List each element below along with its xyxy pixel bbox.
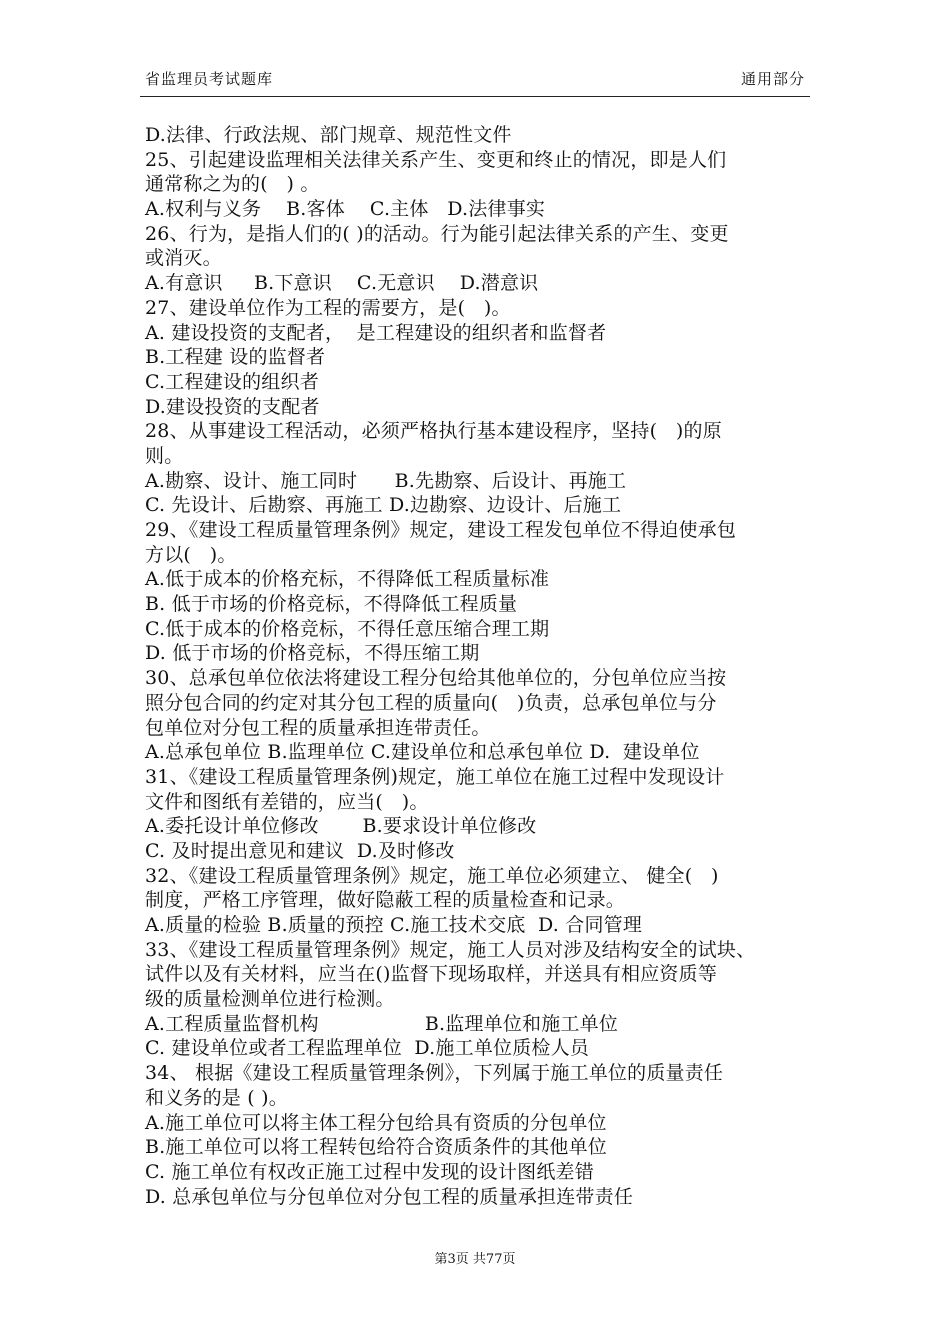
text-line: C.低于成本的价格竞标，不得任意压缩合理工期 — [145, 617, 550, 640]
text-line: 试件以及有关材料，应当在()监督下现场取样，并送具有相应资质等 — [145, 963, 718, 986]
text-line: 28、从事建设工程活动，必须严格执行基本建设程序，坚持( )的原 — [145, 420, 722, 443]
text-line: D.建设投资的支配者 — [145, 395, 320, 418]
text-line: B.工程建 设的监督者 — [145, 346, 326, 369]
text-line: D. 低于市场的价格竞标，不得压缩工期 — [145, 642, 480, 665]
header-title: 省监理员考试题库 — [145, 70, 274, 88]
text-line: A.有意识 B.下意识 C.无意识 D.潜意识 — [145, 272, 539, 295]
text-line: C. 先设计、后勘察、再施工 D.边勘察、边设计、后施工 — [145, 494, 622, 517]
text-line: A.施工单位可以将主体工程分包给具有资质的分包单位 — [145, 1111, 607, 1134]
text-line: 级的质量检测单位进行检测。 — [145, 988, 395, 1011]
text-line: 34、 根据《建设工程质量管理条例》，下列属于施工单位的质量责任 — [145, 1062, 724, 1085]
text-line: A.总承包单位 B.监理单位 C.建设单位和总承包单位 D. 建设单位 — [145, 741, 700, 764]
text-line: C.工程建设的组织者 — [145, 370, 319, 393]
text-line: 32、《建设工程质量管理条例》规定，施工单位必须建立、 健全( ) — [145, 864, 719, 887]
text-line: 33、《建设工程质量管理条例》规定，施工人员对涉及结构安全的试块、 — [145, 938, 756, 961]
text-line: 包单位对分包工程的质量承担连带责任。 — [145, 716, 491, 739]
text-line: D.法律、行政法规、部门规章、规范性文件 — [145, 124, 512, 146]
question-text — [145, 123, 825, 1209]
text-line: A.勘察、设计、施工同时 B.先勘察、后设计、再施工 — [145, 469, 627, 492]
text-line: 27、建设单位作为工程的需要方，是( )。 — [145, 296, 511, 319]
header-divider — [140, 96, 810, 97]
text-line: 则。 — [145, 444, 184, 467]
text-line: 制度，严格工序管理，做好隐蔽工程的质量检查和记录。 — [145, 889, 626, 912]
text-line: 26、行为，是指人们的( )的活动。行为能引起法律关系的产生、变更 — [145, 222, 729, 245]
text-line: C. 建设单位或者工程监理单位 D.施工单位质检人员 — [145, 1037, 590, 1060]
text-line: D. 总承包单位与分包单位对分包工程的质量承担连带责任 — [145, 1185, 634, 1208]
text-line: B.施工单位可以将工程转包给符合资质条件的其他单位 — [145, 1136, 608, 1159]
text-line: 方以( )。 — [145, 543, 237, 566]
text-line: 31、《建设工程质量管理条例)规定，施工单位在施工过程中发现设计 — [145, 765, 725, 788]
text-line: A.质量的检验 B.质量的预控 C.施工技术交底 D. 合同管理 — [145, 914, 643, 936]
text-line: C. 及时提出意见和建议 D.及时修改 — [145, 839, 455, 862]
text-line: A.委托设计单位修改 B.要求设计单位修改 — [145, 815, 537, 838]
text-line: C. 施工单位有权改正施工过程中发现的设计图纸差错 — [145, 1160, 594, 1183]
text-line: 照分包合同的约定对其分包工程的质量向( )负责，总承包单位与分 — [145, 691, 717, 714]
text-line: A.权利与义务 B.客体 C.主体 D.法律事实 — [145, 198, 546, 221]
text-line: A.工程质量监督机构 B.监理单位和施工单位 — [145, 1012, 619, 1035]
text-line: A.低于成本的价格充标，不得降低工程质量标准 — [145, 568, 550, 591]
text-line: 25、引起建设监理相关法律关系产生、变更和终止的情况，即是人们 — [145, 148, 727, 171]
text-line: 通常称之为的( ) 。 — [145, 173, 320, 196]
text-line: A. 建设投资的支配者， 是工程建设的组织者和监督者 — [145, 321, 607, 344]
header-section: 通用部分 — [740, 70, 805, 88]
text-line: 或消灭。 — [145, 247, 222, 270]
text-line: 29、《建设工程质量管理条例》规定，建设工程发包单位不得迫使承包 — [145, 519, 737, 541]
text-line: 30、总承包单位依法将建设工程分包给其他单位的，分包单位应当按 — [145, 667, 727, 690]
text-line: 文件和图纸有差错的，应当( )。 — [145, 790, 429, 813]
text-line: 和义务的是 ( )。 — [145, 1086, 288, 1109]
text-line: B. 低于市场的价格竞标，不得降低工程质量 — [145, 593, 518, 616]
page-number: 第3页 共77页 — [434, 1252, 516, 1267]
